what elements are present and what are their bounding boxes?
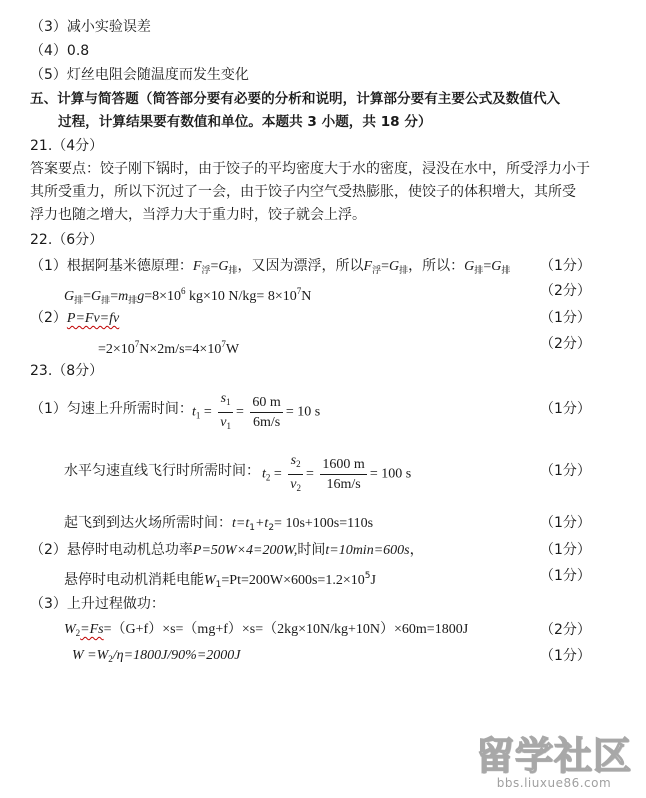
q23-part4-text: （2）悬停时电动机总功率: [30, 542, 193, 558]
unit-w: W: [225, 342, 240, 357]
q23-part2-score: （1分）: [540, 463, 591, 479]
t1-sub: 1: [195, 410, 201, 421]
exp2: 7: [296, 286, 302, 296]
g-sub: 排: [74, 296, 84, 306]
w1-sub: 1: [215, 580, 222, 590]
section-title-line2: 过程，计算结果要有数值和单位。本题共 3 小题，共 18 分）: [58, 114, 432, 130]
val-b: N×2m/s=4×10: [139, 342, 222, 357]
subscript-fu-2: 浮: [372, 266, 382, 276]
equals-2: =: [381, 259, 390, 274]
exp-a: 7: [134, 339, 140, 349]
time-value: t=10min=600s: [325, 543, 410, 558]
equals-3: =: [483, 259, 492, 274]
subscript-fu: 浮: [201, 266, 211, 276]
power-formula: P=Fv=fv: [66, 311, 120, 326]
t2-sub: 2: [265, 472, 271, 483]
q21-heading: 21.（4分）: [30, 138, 104, 154]
w2-sub: 2: [75, 628, 81, 638]
efficiency-formula: /η=1800J/90%=2000J: [112, 648, 241, 663]
eq-b: =: [110, 289, 119, 304]
g-symbol: G: [64, 289, 75, 304]
q23-part5: [64, 567, 376, 594]
q23-formula2: $t_2$ = $\frac{s_2}{v_2}$ = $\frac{1600 m}{16m/s}$ = 100 s: [262, 451, 411, 498]
frac2-den: 16m/s: [326, 477, 361, 492]
q23-part4: [30, 541, 424, 560]
subscript-pai: 排: [228, 266, 238, 276]
q23-part1-score: （1分）: [540, 401, 591, 417]
w2-fs: =Fs: [80, 622, 104, 637]
q23-part3-score: （1分）: [540, 515, 591, 531]
q22-line4-score: （2分）: [540, 336, 591, 352]
q21-line1: 答案要点：饺子刚下锅时，由于饺子的平均密度大于水的密度，浸没在水中，所受浮力小于: [30, 161, 590, 177]
t-formula: t=t: [232, 516, 250, 531]
q22-line2-score: （2分）: [540, 283, 591, 299]
s1-sub: 1: [226, 397, 231, 407]
q23-part1-text: （1）匀速上升所需时间：: [30, 401, 193, 417]
t1: t: [192, 404, 196, 420]
subscript-pai-2: 排: [399, 266, 409, 276]
q23-formula1: $t_1$ = $\frac{s_1}{v_1}$ = $\frac{60 m}{6m/s}$ = 10 s: [192, 389, 320, 436]
t-rest: = 10s+100s=110s: [274, 516, 374, 531]
q23-part4-score: （1分）: [540, 542, 591, 558]
q22-part2: [30, 309, 119, 328]
frac1-num: 60 m: [250, 393, 282, 413]
q22-part2-prefix: （2）: [30, 310, 67, 326]
q23-part8-score: （1分）: [540, 648, 591, 664]
v1-sub: 1: [226, 421, 232, 431]
w-total: W =W: [72, 648, 109, 663]
force-symbol-2: F: [363, 259, 373, 274]
force-symbol: F: [192, 259, 202, 274]
answer-5: （5）灯丝电阻会随温度而发生变化: [30, 67, 249, 83]
q22-part1-score: （1分）: [540, 258, 591, 274]
q23-part6: （3）上升过程做功：: [30, 596, 165, 612]
q21-line3: 浮力也随之增大，当浮力大于重力时，饺子就会上浮。: [30, 207, 366, 223]
unit: kg×10 N/kg= 8×10: [185, 289, 297, 304]
g-symbol-2: G: [91, 289, 102, 304]
v1: v: [220, 415, 227, 430]
fraction-s2-v2: [288, 451, 303, 498]
g-sub-2: 排: [101, 296, 111, 306]
watermark-url: bbs.liuxue86.com: [496, 776, 612, 790]
fraction-values-1: [250, 393, 282, 432]
energy-unit: J: [370, 573, 376, 588]
q23-heading: 23.（8分）: [30, 363, 104, 379]
eq-a: =: [83, 289, 92, 304]
v2: v: [290, 477, 297, 492]
w2: W: [64, 622, 76, 637]
subscript-pai-3: 排: [474, 266, 484, 276]
t2: t: [262, 466, 266, 482]
g-lower: g: [137, 289, 145, 304]
q23-part7-score: （2分）: [540, 622, 591, 638]
val-a: =2×10: [98, 342, 135, 357]
section-title-line1: 五、计算与简答题（简答部分要有必要的分析和说明，计算部分要有主要公式及数值代入: [30, 91, 561, 107]
q22-part1-mid2: ，所以：: [408, 258, 465, 274]
q21-line2: 其所受重力，所以下沉过了一会，由于饺子内空气受热膨胀，使饺子的体积增大，其所受: [30, 184, 576, 200]
q23-part2-text: 水平匀速直线飞行时所需时间：: [64, 463, 260, 479]
s2-sub: 2: [296, 459, 301, 469]
q22-part2-score: （1分）: [540, 310, 591, 326]
s2: s: [290, 453, 297, 468]
w-sub: 2: [108, 654, 113, 664]
q22-part1: [30, 257, 510, 280]
t-plus: +t: [254, 516, 269, 531]
q22-part1-text: （1）根据阿基米德原理：: [30, 258, 193, 274]
m-sub: 排: [128, 296, 138, 306]
watermark: [476, 736, 632, 790]
v2-sub: 2: [296, 483, 302, 493]
weight-symbol-4: G: [491, 259, 502, 274]
fraction-values-2: [320, 455, 366, 494]
fraction-s1-v1: [218, 389, 233, 436]
result-1: = 10 s: [285, 404, 321, 420]
w1: W: [204, 573, 216, 588]
comma: ，: [409, 542, 424, 558]
q23-part8: [72, 647, 241, 668]
work-formula: =（G+f）×s=（mg+f）×s=（2kg×10N/kg+10N）×60m=1800J: [103, 622, 469, 637]
energy-formula: =Pt=200W×600s=1.2×10: [221, 573, 365, 588]
answer-3: （3）减小实验误差: [30, 19, 151, 35]
q22-heading: 22.（6分）: [30, 232, 104, 248]
weight-symbol: G: [218, 259, 229, 274]
q22-part1-mid1: ，又因为漂浮，所以: [237, 258, 364, 274]
weight-symbol-2: G: [389, 259, 400, 274]
t-sub2: 2: [268, 523, 275, 533]
watermark-logo: 留学社区: [475, 734, 632, 778]
result-2: = 100 s: [369, 466, 412, 482]
frac1-den: 6m/s: [253, 415, 281, 430]
unit-end: N: [301, 289, 312, 304]
q22-line4: [98, 335, 239, 359]
q23-part5-score: （1分）: [540, 568, 591, 584]
energy-exp: 5: [364, 571, 371, 581]
q23-part7: [64, 621, 468, 642]
value: =8×10: [144, 289, 182, 304]
equals: =: [210, 259, 219, 274]
q22-line2: [64, 282, 311, 310]
exp-b: 7: [221, 339, 226, 349]
exp1: 6: [181, 286, 186, 296]
q23-part5-text: 悬停时电动机消耗电能: [64, 572, 204, 588]
subscript-pai-4: 排: [501, 266, 511, 276]
s1: s: [220, 391, 227, 406]
answer-4: （4）0.8: [30, 43, 90, 59]
frac2-num: 1600 m: [320, 455, 366, 475]
q23-part3: [64, 514, 373, 537]
time-label: 时间: [297, 542, 326, 558]
m-symbol: m: [118, 289, 129, 304]
power-total: P=50W×4=200W,: [192, 543, 298, 558]
q23-part3-text: 起飞到到达火场所需时间：: [64, 515, 232, 531]
weight-symbol-3: G: [464, 259, 475, 274]
t-sub1: 1: [249, 523, 255, 533]
